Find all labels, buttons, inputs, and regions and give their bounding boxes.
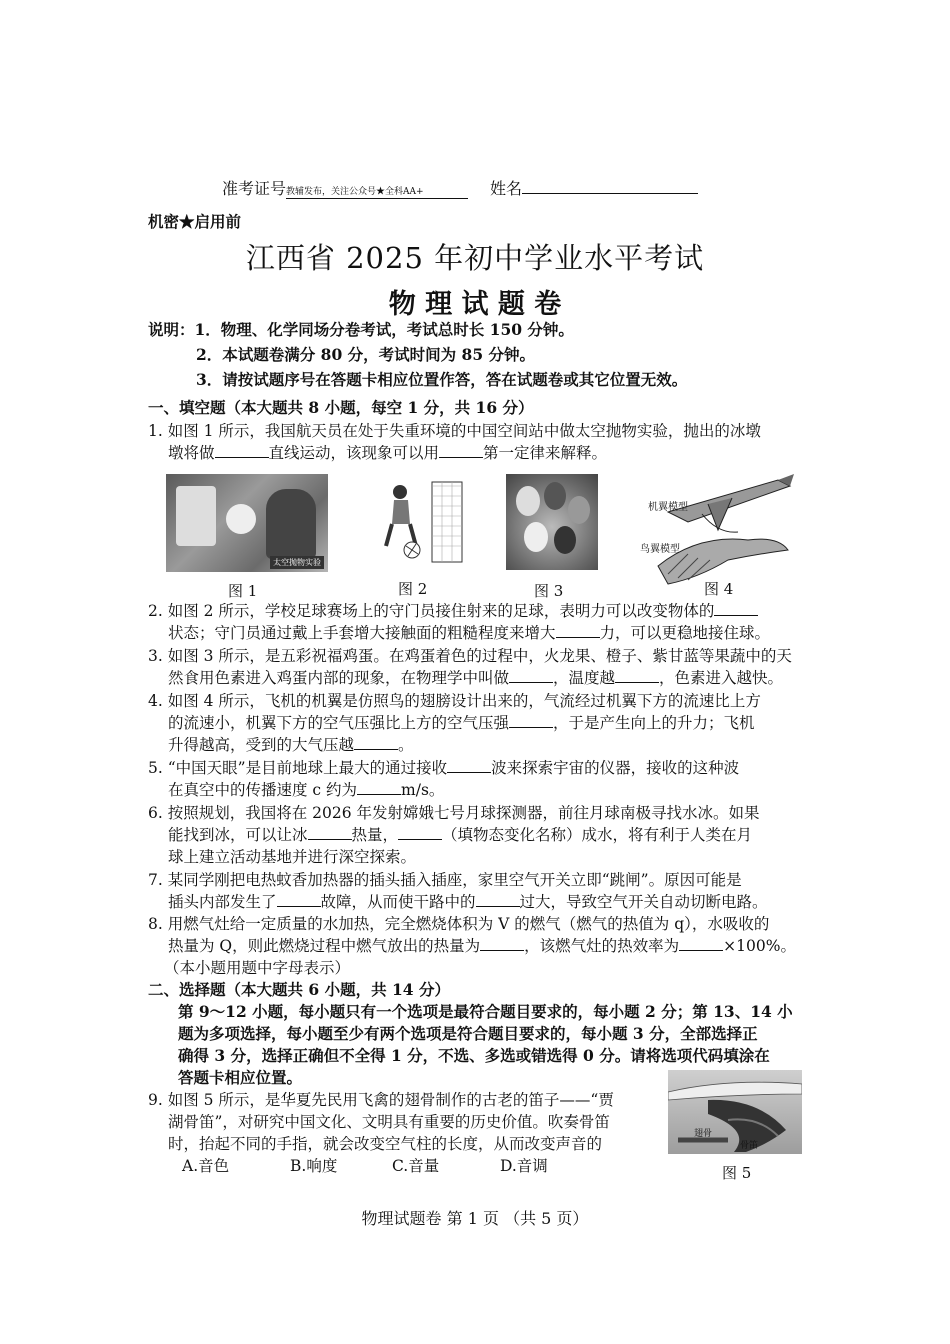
exam-id-note: 教辅发布，关注公众号★全科AA+: [286, 186, 468, 199]
q5-blank-2: [357, 780, 401, 795]
instruction-2: 2．本试题卷满分 80 分，考试时间为 85 分钟。: [196, 345, 536, 364]
page-footer: 物理试题卷 第 1 页 （共 5 页）: [361, 1209, 589, 1228]
section-2-rules-4: 答题卡相应位置。: [178, 1068, 303, 1087]
q9-option-a: A.音色: [182, 1157, 230, 1175]
name-label: 姓名: [490, 179, 523, 198]
q2-blank-2: [556, 623, 600, 638]
exam-subtitle: 物 理 试 题 卷: [388, 289, 562, 320]
figure-1-image: [166, 474, 328, 572]
q2-line-2: 状态；守门员通过戴上手套增大接触面的粗糙程度来增大 力，可以更稳地接住球。: [168, 624, 771, 642]
q4-line-3: 升得越高，受到的大气压越 。: [168, 736, 414, 754]
exam-id-label: 准考证号: [222, 179, 287, 198]
instruction-1: 说明：1．物理、化学同场分卷考试，考试总时长 150 分钟。: [148, 320, 574, 339]
figure-4-caption: 图 4: [704, 580, 734, 598]
figure-5-image: [668, 1070, 802, 1154]
q7-line-1: 7. 某同学刚把电热蚊香加热器的插头插入插座，家里空气开关立即“跳闸”。原因可能是: [148, 871, 742, 889]
q6-blank-2: [398, 825, 442, 840]
q7-line-2: 插头内部发生了 故障，从而使干路中的 过大，导致空气开关自动切断电路。: [168, 893, 768, 911]
q9-line-1: 9. 如图 5 所示，是华夏先民用飞禽的翅骨制作的古老的笛子——“贾: [148, 1091, 614, 1109]
q3-line-2: 然食用色素进入鸡蛋内部的现象，在物理学中叫做 ，温度越 ，色素进入越快。: [168, 669, 784, 687]
q8-line-1: 8. 用燃气灶给一定质量的水加热，完全燃烧体积为 V 的燃气（燃气的热值为 q），水吸收的: [148, 915, 770, 933]
figure-5-label-a: 翅骨: [694, 1129, 713, 1139]
q3-blank-1: [509, 668, 553, 683]
section-1-heading: 一、填空题（本大题共 8 小题，每空 1 分，共 16 分）: [148, 398, 534, 417]
figure-4-image: [628, 474, 794, 586]
figure-1-label: 太空抛物实验: [270, 556, 324, 569]
figure-4-wing-label: 机翼模型: [648, 502, 688, 513]
q8-line-2: 热量为 Q，则此燃烧过程中燃气放出的热量为 ，该燃气灶的热效率为 ×100%。: [168, 937, 796, 955]
q5-blank-1: [447, 758, 491, 773]
figure-2-caption: 图 2: [398, 580, 428, 598]
figure-5-label-b: 骨笛: [740, 1141, 759, 1151]
q2-line-1: 2. 如图 2 所示，学校足球赛场上的守门员接住射来的足球，表明力可以改变物体的: [148, 601, 758, 621]
q7-blank-1: [277, 892, 321, 907]
exam-title: 江西省 2025 年初中学业水平考试: [245, 241, 705, 275]
q9-option-c: C.音量: [392, 1157, 440, 1175]
q6-blank-1: [308, 825, 352, 840]
figure-3-image: [506, 474, 598, 570]
q3-blank-2: [615, 668, 659, 683]
name-field: [490, 176, 698, 199]
confidential-mark: 机密★启用前: [148, 212, 242, 231]
name-blank: [522, 179, 698, 194]
q9-option-d: D.音调: [500, 1157, 548, 1175]
instruction-3: 3．请按试题序号在答题卡相应位置作答，答在试题卷或其它位置无效。: [196, 370, 688, 389]
exam-id-field: [222, 176, 468, 199]
q1-blank-1: [215, 443, 269, 458]
q4-line-1: 4. 如图 4 所示，飞机的机翼是仿照鸟的翅膀设计出来的，气流经过机翼下方的流速比上方: [148, 692, 761, 710]
section-2-heading: 二、选择题（本大题共 6 小题，共 14 分）: [148, 980, 450, 999]
q5-line-1: 5. “中国天眼”是目前地球上最大的通过接收 波来探索宇宙的仪器，接收的这种波: [148, 759, 740, 777]
q6-line-3: 球上建立活动基地并进行深空探索。: [168, 848, 417, 866]
q7-blank-2: [476, 892, 520, 907]
q1-line-2: 墩将做 直线运动，该现象可以用 第一定律来解释。: [168, 444, 608, 462]
q9-option-b: B.响度: [290, 1157, 338, 1175]
q5-line-2: 在真空中的传播速度 c 约为 m/s。: [168, 781, 445, 799]
section-2-rules-3: 确得 3 分，选择正确但不全得 1 分，不选、多选或错选得 0 分。请将选项代码填涂在: [178, 1046, 770, 1065]
q3-line-1: 3. 如图 3 所示，是五彩祝福鸡蛋。在鸡蛋着色的过程中，火龙果、橙子、紫甘蓝等果蔬中的天: [148, 647, 792, 665]
q4-blank-1: [509, 713, 553, 728]
q9-line-3: 时，抬起不同的手指，就会改变空气柱的长度，从而改变声音的: [168, 1135, 603, 1153]
q8-blank-2: [679, 936, 723, 951]
q6-line-1: 6. 按照规划，我国将在 2026 年发射嫦娥七号月球探测器，前往月球南极寻找水冰。如果: [148, 804, 760, 822]
section-2-rules-2: 题为多项选择，每小题至少有两个选项是符合题目要求的，每小题 3 分，全部选择正: [178, 1024, 758, 1043]
figure-3-caption: 图 3: [534, 582, 564, 600]
q8-line-3: （本小题用题中字母表示）: [164, 959, 351, 977]
q4-blank-2: [354, 735, 398, 750]
q1-blank-2: [439, 443, 483, 458]
q2-blank-1: [714, 601, 758, 616]
figure-4-bird-label: 鸟翼模型: [640, 544, 680, 555]
q6-line-2: 能找到冰，可以让冰 热量， （填物态变化名称）成水，将有利于人类在月: [168, 826, 753, 844]
figure-2-image: [376, 476, 468, 568]
figure-1-caption: 图 1: [228, 582, 258, 600]
figure-5-caption: 图 5: [722, 1164, 752, 1182]
q8-blank-1: [480, 936, 524, 951]
q9-line-2: 湖骨笛”，对研究中国文化、文明具有重要的历史价值。吹奏骨笛: [168, 1113, 610, 1131]
section-2-rules-1: 第 9～12 小题，每小题只有一个选项是最符合题目要求的，每小题 2 分；第 13、14 小: [178, 1002, 793, 1021]
q1-line-1: 1. 如图 1 所示，我国航天员在处于失重环境的中国空间站中做太空抛物实验，抛出的冰墩: [148, 422, 761, 440]
q4-line-2: 的流速小，机翼下方的空气压强比上方的空气压强 ，于是产生向上的升力；飞机: [168, 714, 755, 732]
